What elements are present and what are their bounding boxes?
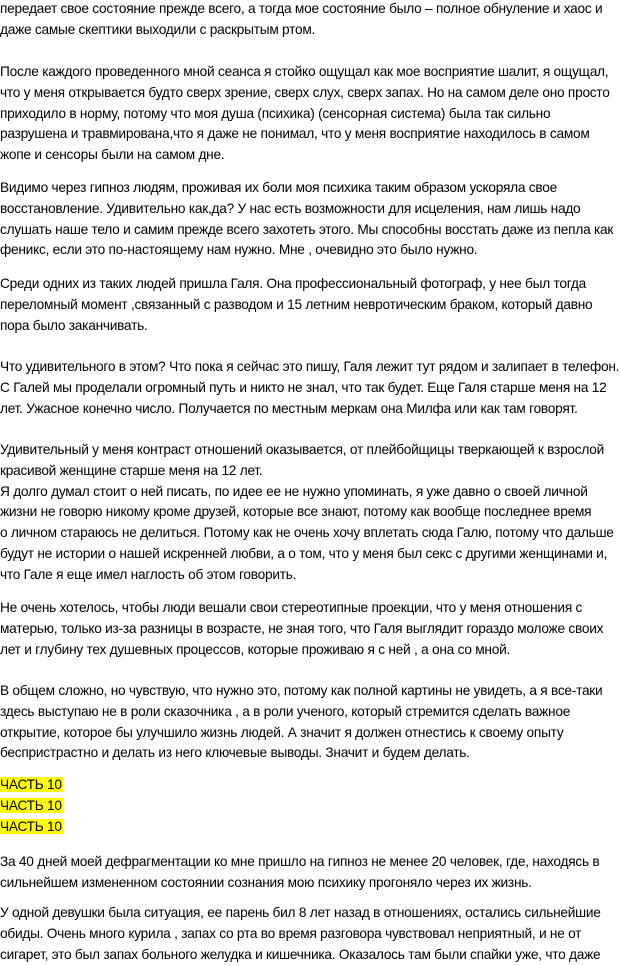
paragraph (0, 598, 603, 660)
text-line: В общем сложно, но чувствую, что нужно это, потому как полной картины не увидеть, а я все-таки (0, 683, 603, 698)
highlighted-heading: ЧАСТЬ 10 (0, 777, 62, 792)
text-line: будут не истории о нашей искренней любви, а о том, что у меня был секс с другими женщинами и, (0, 545, 608, 561)
text-line: обиды. Очень много курила , запах со рта во время разговора чувствовал неприятный, и не от (0, 925, 582, 941)
section-headings (0, 775, 63, 837)
text-line: Удивительный у меня контраст отношений оказывается, от плейбойщицы тверкающей к взрослой (0, 442, 605, 457)
section-heading (0, 796, 63, 817)
text-line: После каждого проведенного мной сеанса я стойко ощущал как мое восприятие шалит, я ощущал, (0, 64, 609, 79)
text-line: восстановление. Удивительно как,да? У нас есть возможности для исцеления, нам лишь надо (0, 200, 581, 216)
text-line: разрушена и травмирована,что я даже не понимал, что у меня восприятие находилось в самом (0, 126, 590, 142)
text-line: здесь выступаю не в роли сказочника , а в роли ученого, который стремится сделать важное (0, 703, 571, 719)
text-line: даже самые скептики выходили с раскрытым ртом. (0, 21, 316, 37)
highlighted-heading: ЧАСТЬ 10 (0, 797, 62, 813)
text-line: Видимо через гипноз людям, проживая их боли моя психика таким образом ускоряла свое (0, 180, 557, 195)
text-line: что у меня открывается будто сверх зрение, сверх слух, сверх запах. Но на самом деле оно просто (0, 84, 610, 100)
text-line: матерью, только из-за разницы в возрасте, не зная того, что Галя выглядит гораздо моложе своих (0, 620, 604, 636)
text-line: За 40 дней моей дефрагментации ко мне пришло на гипноз не менее 20 человек, где, находясь в (0, 854, 600, 869)
text-line: пора было заканчивать. (0, 317, 148, 333)
section-heading (0, 775, 63, 796)
text-line: беспристрастно и делать из него ключевые выводы. Значит и будем делать. (0, 745, 470, 761)
text-line: передает свое состояние прежде всего, а тогда мое состояние было – полное обнуление и хаос и (0, 1, 603, 16)
paragraph (0, 903, 601, 965)
paragraph (0, 440, 614, 586)
paragraph (0, 274, 592, 336)
text-line: жизни не говорю никому кроме друзей, которые все знают, потому как вообще последнее время (0, 504, 592, 520)
paragraph (0, 681, 602, 764)
text-line: С Галей мы проделали огромный путь и никто не знал, что так будет. Еще Галя старше меня на 12 (0, 379, 607, 395)
text-line: переломный момент ,связанный с разводом и 15 летним невротическим браком, который давно (0, 296, 593, 312)
paragraph (0, 62, 610, 166)
text-line: слушать наше тело и самим прежде всего захотеть этого. Мы способны восстать даже из пепла как (0, 221, 614, 237)
text-line: Что удивительного в этом? Что пока я сейчас это пишу, Галя лежит тут рядом и залипает в телефон. (0, 359, 620, 374)
paragraph (0, 357, 619, 419)
paragraph (0, 178, 613, 261)
text-line: жопе и сенсоры были на самом дне. (0, 147, 225, 163)
text-line: У одной девушки была ситуация, ее парень бил 8 лет назад в отношениях, остались сильнейшие (0, 905, 601, 920)
text-line: Не очень хотелось, чтобы люди вешали свои стереотипные проекции, что у меня отношения с (0, 600, 583, 615)
highlighted-heading: ЧАСТЬ 10 (0, 818, 62, 834)
text-line: Среди одних из таких людей пришла Галя. Она профессиональный фотограф, у нее был тогда (0, 276, 586, 291)
text-line: лет и глубину тех душевных процессов, которые проживаю я с ней , а она со мной. (0, 641, 511, 657)
text-line: что Гале я еще имел наглость об этом говорить. (0, 566, 297, 582)
text-line: лет. Ужасное конечно число. Получается по местным меркам она Милфа или как там говорят. (0, 400, 578, 416)
paragraph (0, 0, 602, 41)
paragraph (0, 852, 599, 894)
text-line: о личном стараюсь не делиться. Потому как не очень хочу вплетать сюда Галю, потому что дальше (0, 525, 614, 541)
text-line: красивой женщине старше меня на 12 лет. (0, 462, 263, 478)
text-line: Я долго думал стоит о ней писать, по идее ее не нужно упоминать, я уже давно о своей личной (0, 483, 588, 499)
text-line: феникс, если это по-настоящему нам нужно. Мне , очевидно это было нужно. (0, 242, 478, 258)
text-line: приходило в норму, потому что моя душа (психика) (сенсорная система) была так сильно (0, 105, 551, 121)
text-line: сигарет, это был запах больного желудка и кишечника. Оказалось там были спайки уже, что даже (0, 946, 601, 962)
text-line: открытие, которое бы улучшило жизнь людей. А значит я должен отнестись к своему опыту (0, 724, 564, 740)
section-heading (0, 817, 63, 838)
text-line: сильнейшем измененном состоянии сознания мою психику прогоняло через их жизнь. (0, 874, 532, 890)
